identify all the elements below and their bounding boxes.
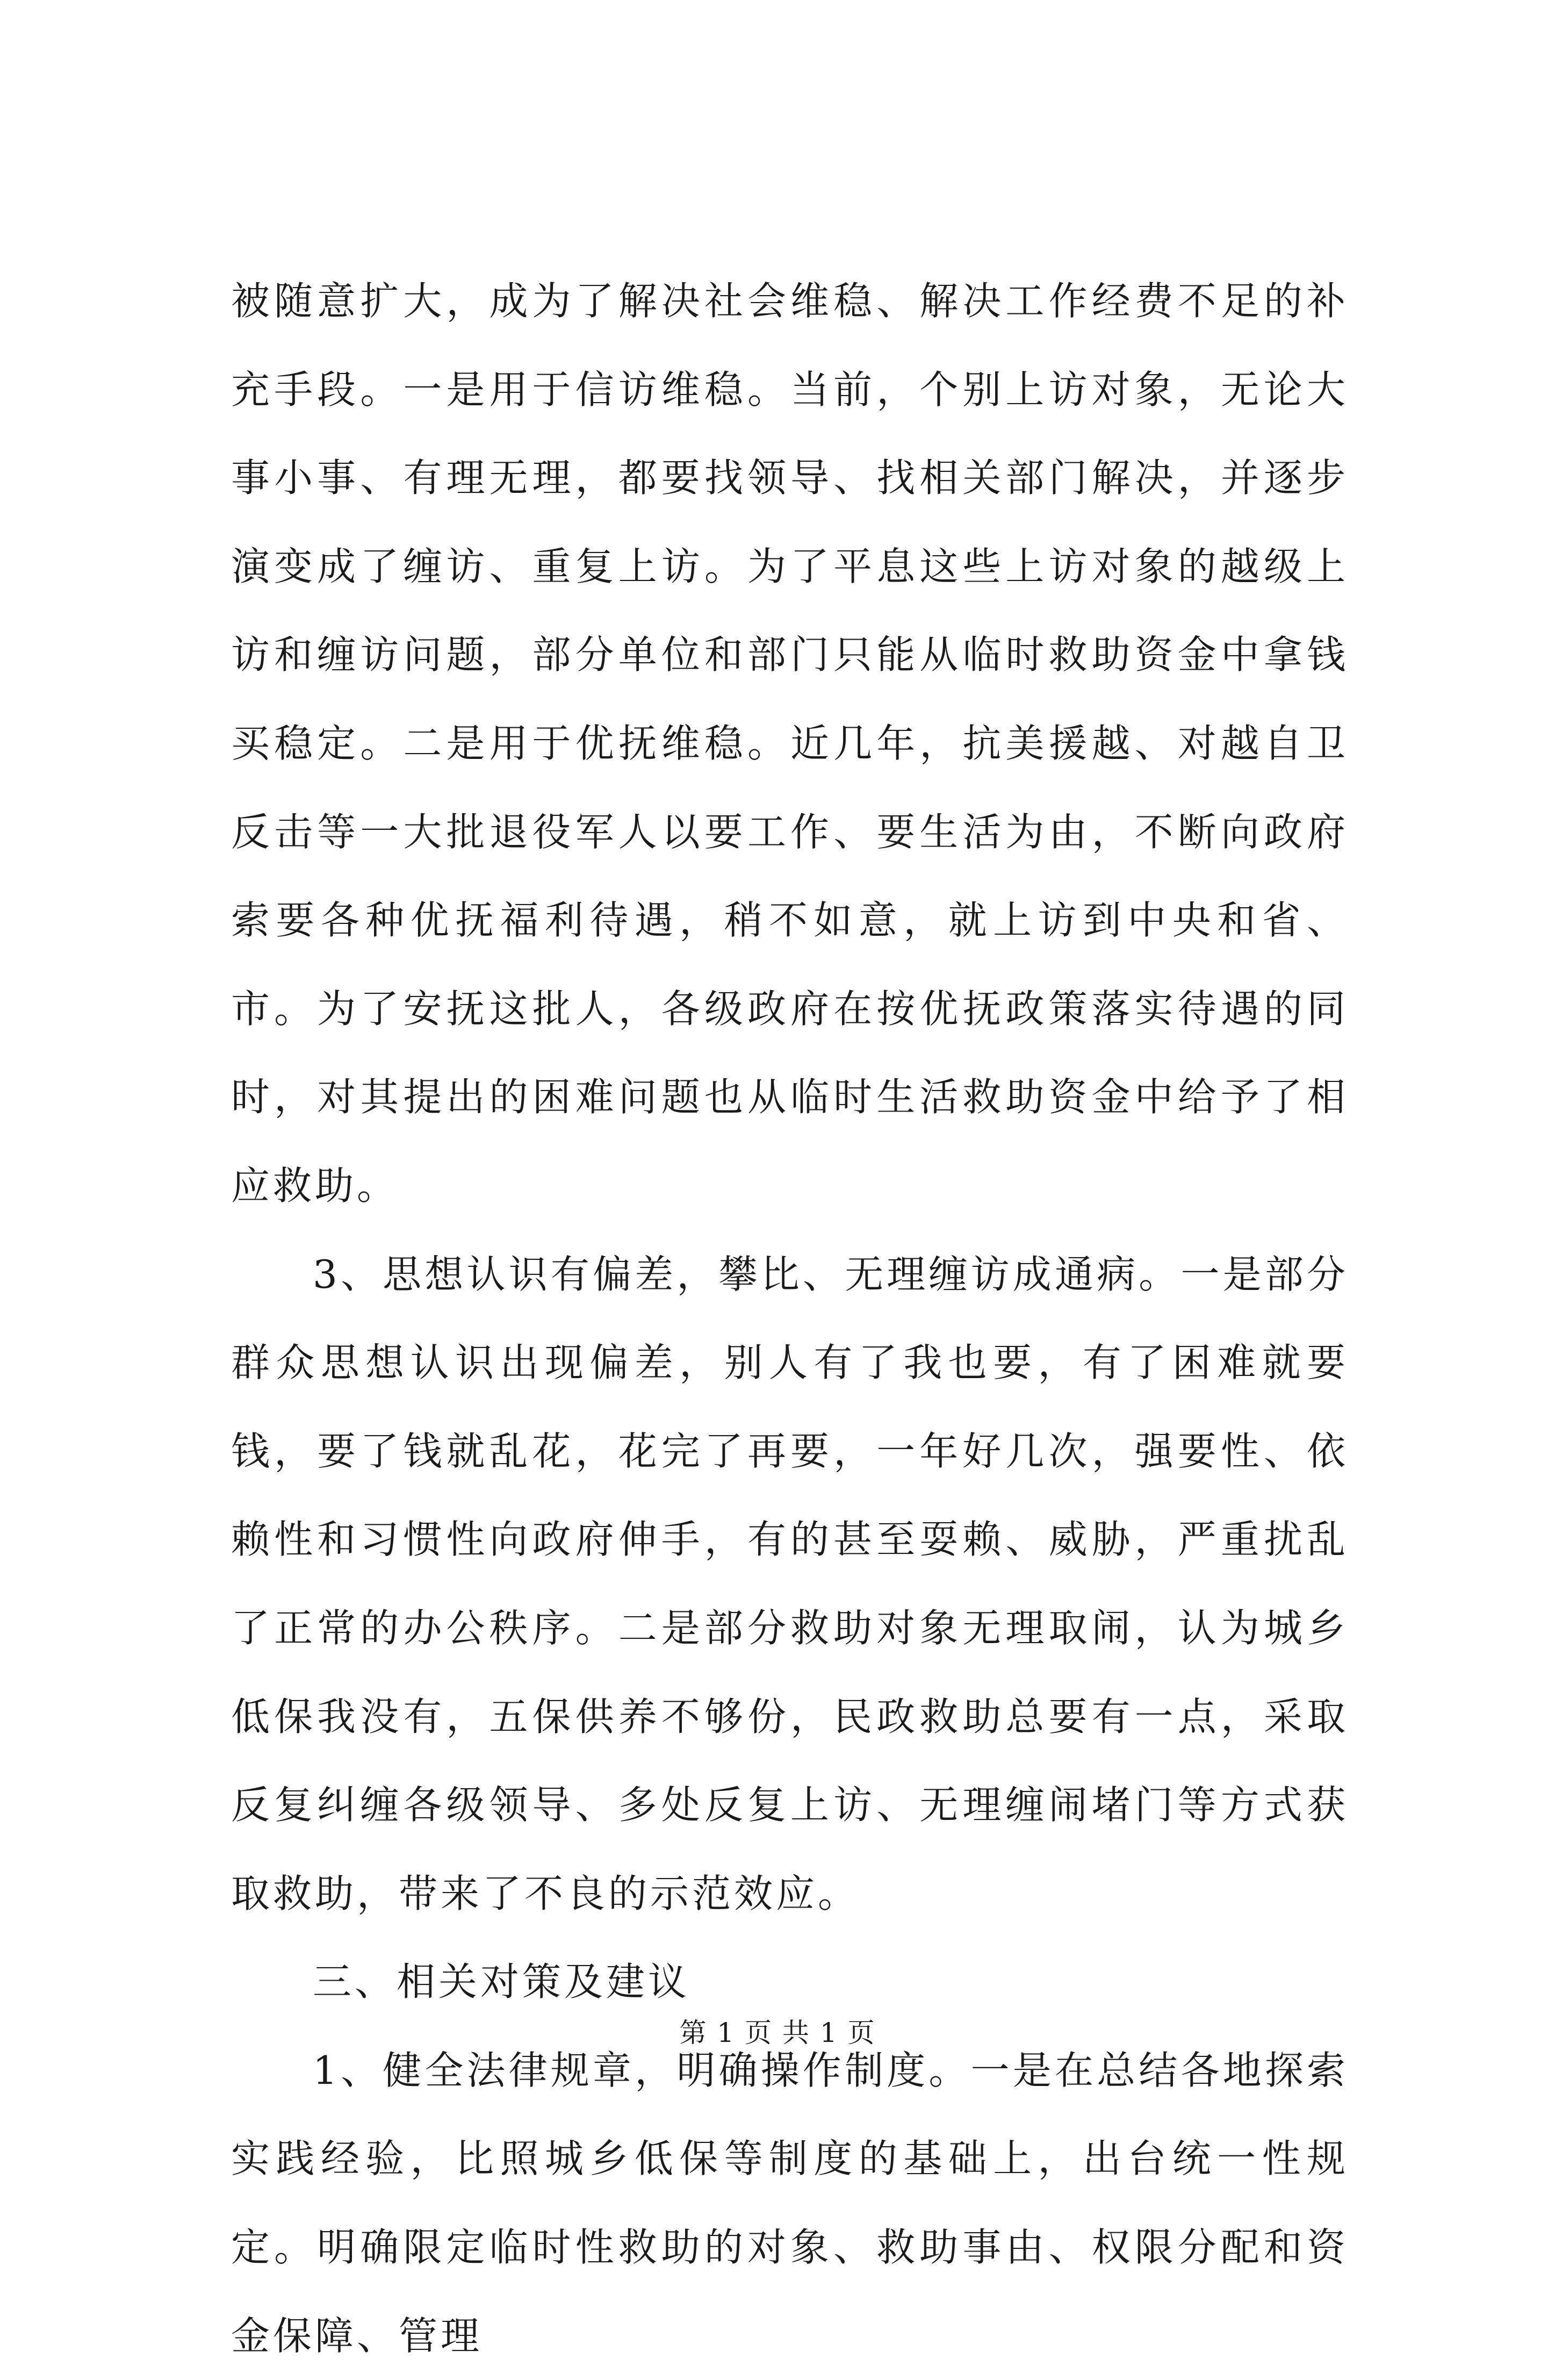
section-heading: 三、相关对策及建议 [313,1959,690,2005]
paragraph-point-3: 3、思想认识有偏差，攀比、无理缠访成通病。一是部分群众思想认识出现偏差，别人有了我也要，有了困难就要钱，要了钱就乱花，花完了再要，一年好几次，强要性、依赖性和习惯性向政府伸手，有的甚至耍赖、威胁，严重扰乱了正常的办公秩序。二是部分救助对象无理取闹，认为城乡低保我没有，五保供养不够份，民政救助总要有一点，采取反复纠缠各级领导、多处反复上访、无理缠闹堵门等方式获取救助，带来了不良的示范效应。 [231,1251,1349,1916]
paragraph-point-1: 1、健全法律规章，明确操作制度。一是在总结各地探索实践经验，比照城乡低保等制度的基础上，出台统一性规定。明确限定临时性救助的对象、救助事由、权限分配和资金保障、管理 [231,2047,1349,2359]
document-body [231,257,1349,2380]
paragraph-continuation: 被随意扩大，成为了解决社会维稳、解决工作经费不足的补充手段。一是用于信访维稳。当前，个别上访对象，无论大事小事、有理无理，都要找领导、找相关部门解决，并逐步演变成了缠访、重复上访。为了平息这些上访对象的越级上访和缠访问题，部分单位和部门只能从临时救助资金中拿钱买稳定。二是用于优抚维稳。近几年，抗美援越、对越自卫反击等一大批退役军人以要工作、要生活为由，不断向政府索要各种优抚福利待遇，稍不如意，就上访到中央和省、市。为了安抚这批人，各级政府在按优抚政策落实待遇的同时，对其提出的困难问题也从临时生活救助资金中给予了相应救助。 [231,278,1349,1208]
page-footer: 第 1 页 共 1 页 [679,2017,876,2048]
